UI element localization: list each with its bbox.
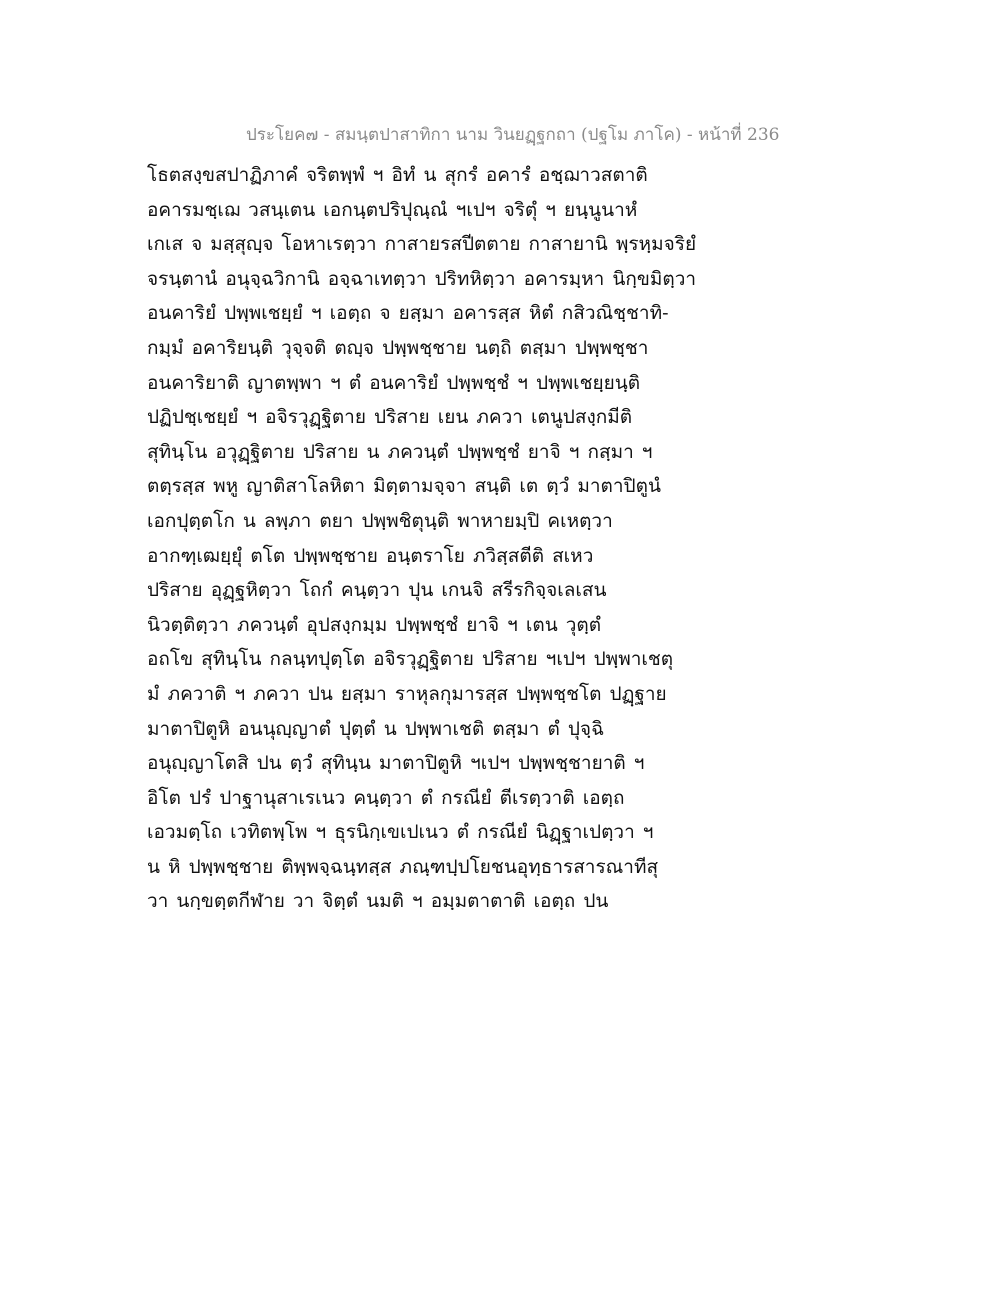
text-line: จรนฺตานํ อนุจฺฉวิกานิ อจฺฉาเทตฺวา ปริทหิตฺวา อคารมฺหา นิกฺขมิตฺวา — [147, 267, 697, 290]
text-line: สุทินฺโน อวุฏฺฐิตาย ปริสาย น ภควนฺตํ ปพฺพชฺชํ ยาจิ ฯ กสฺมา ฯ — [147, 440, 653, 463]
text-line: อิโต ปรํ ปาฐานุสาเรเนว คนฺตฺวา ตํ กรณียํ ตีเรตฺวาติ เอตฺถ — [147, 786, 625, 809]
text-line: โธตสงฺขสปาฏิภาคํ จริตพฺพํ ฯ อิทํ น สุกรํ อคารํ อชฺฌาวสตาติ — [147, 164, 648, 186]
text-line: อนุญฺญาโตสิ ปน ตฺวํ สุทินฺน มาตาปิตูหิ ฯเปฯ ปพฺพชฺชายาติ ฯ — [147, 752, 645, 775]
text-line: อนคาริยาติ ญาตพฺพา ฯ ตํ อนคาริยํ ปพฺพชฺชํ ฯ ปพฺพเชยฺยนฺติ — [147, 371, 641, 394]
text-line: ตตฺรสฺส พหู ญาติสาโลหิตา มิตฺตามจฺจา สนฺติ เต ตฺวํ มาตาปิตูนํ — [147, 475, 661, 498]
text-line: ปริสาย อุฏฺฐหิตฺวา โถกํ คนฺตฺวา ปุน เกนจิ สรีรกิจฺจเลเสน — [147, 579, 607, 602]
text-line: มาตาปิตูหิ อนนุญฺญาตํ ปุตฺตํ น ปพฺพาเชติ ตสฺมา ตํ ปุจฺฉิ — [147, 717, 605, 740]
text-line: นิวตฺติตฺวา ภควนฺตํ อุปสงฺกมฺม ปพฺพชฺชํ ยาจิ ฯ เตน วุตฺตํ — [147, 613, 602, 636]
running-header: ประโยค๗ - สมนฺตปาสาทิกา นาม วินยฏฺฐกถา (ปฐโม ภาโค) - หน้าที่ 236 — [246, 125, 780, 145]
text-line: เอวมตฺโถ เวทิตพฺโพ ฯ ธุรนิกฺเขเปเนว ตํ กรณียํ นิฏฺฐาเปตฺวา ฯ — [147, 821, 654, 844]
text-line: เกเส จ มสฺสุญฺจ โอหาเรตฺวา กาสายรสปีตตาย กาสายานิ พฺรหฺมจริยํ — [147, 233, 697, 256]
text-line: มํ ภควาติ ฯ ภควา ปน ยสฺมา ราหุลกุมารสฺส ปพฺพชฺชโต ปฏฺฐาย — [147, 682, 667, 705]
body-text — [147, 158, 867, 919]
text-line: อคารมชฺเฌ วสนฺเตน เอกนฺตปริปุณฺณํ ฯเปฯ จริตุํ ฯ ยนฺนูนาหํ — [147, 198, 638, 221]
text-line: อากฑฺเฒยฺยุํ ตโต ปพฺพชฺชาย อนฺตราโย ภวิสฺสตีติ สเหว — [147, 544, 594, 567]
text-line: อถโข สุทินฺโน กลนฺทปุตฺโต อจิรวุฏฺฐิตาย ปริสาย ฯเปฯ ปพฺพาเชตุ — [147, 648, 674, 671]
text-line: น หิ ปพฺพชฺชาย ติพฺพจฺฉนฺทสฺส ภณฺฑปฺปโยชนอุทฺธารสารณาทีสุ — [147, 855, 659, 878]
text-line: ปฏิปชฺเชยฺยํ ฯ อจิรวุฏฺฐิตาย ปริสาย เยน ภควา เตนูปสงฺกมีติ — [147, 406, 633, 429]
text-line: กมฺมํ อคาริยนฺติ วุจฺจติ ตญฺจ ปพฺพชฺชาย นตฺถิ ตสฺมา ปพฺพชฺชา — [147, 336, 649, 359]
text-line: เอกปุตฺตโก น ลพฺภา ตยา ปพฺพชิตุนฺติ พาหายมฺปิ คเหตฺวา — [147, 509, 613, 532]
text-line: อนคาริยํ ปพฺพเชยฺยํ ฯ เอตฺถ จ ยสฺมา อคารสฺส หิตํ กสิวณิชฺชาทิ- — [147, 302, 669, 325]
text-line: วา นกฺขตฺตกีฬาย วา จิตฺตํ นมติ ฯ อมฺมตาตาติ เอตฺถ ปน — [147, 890, 609, 913]
